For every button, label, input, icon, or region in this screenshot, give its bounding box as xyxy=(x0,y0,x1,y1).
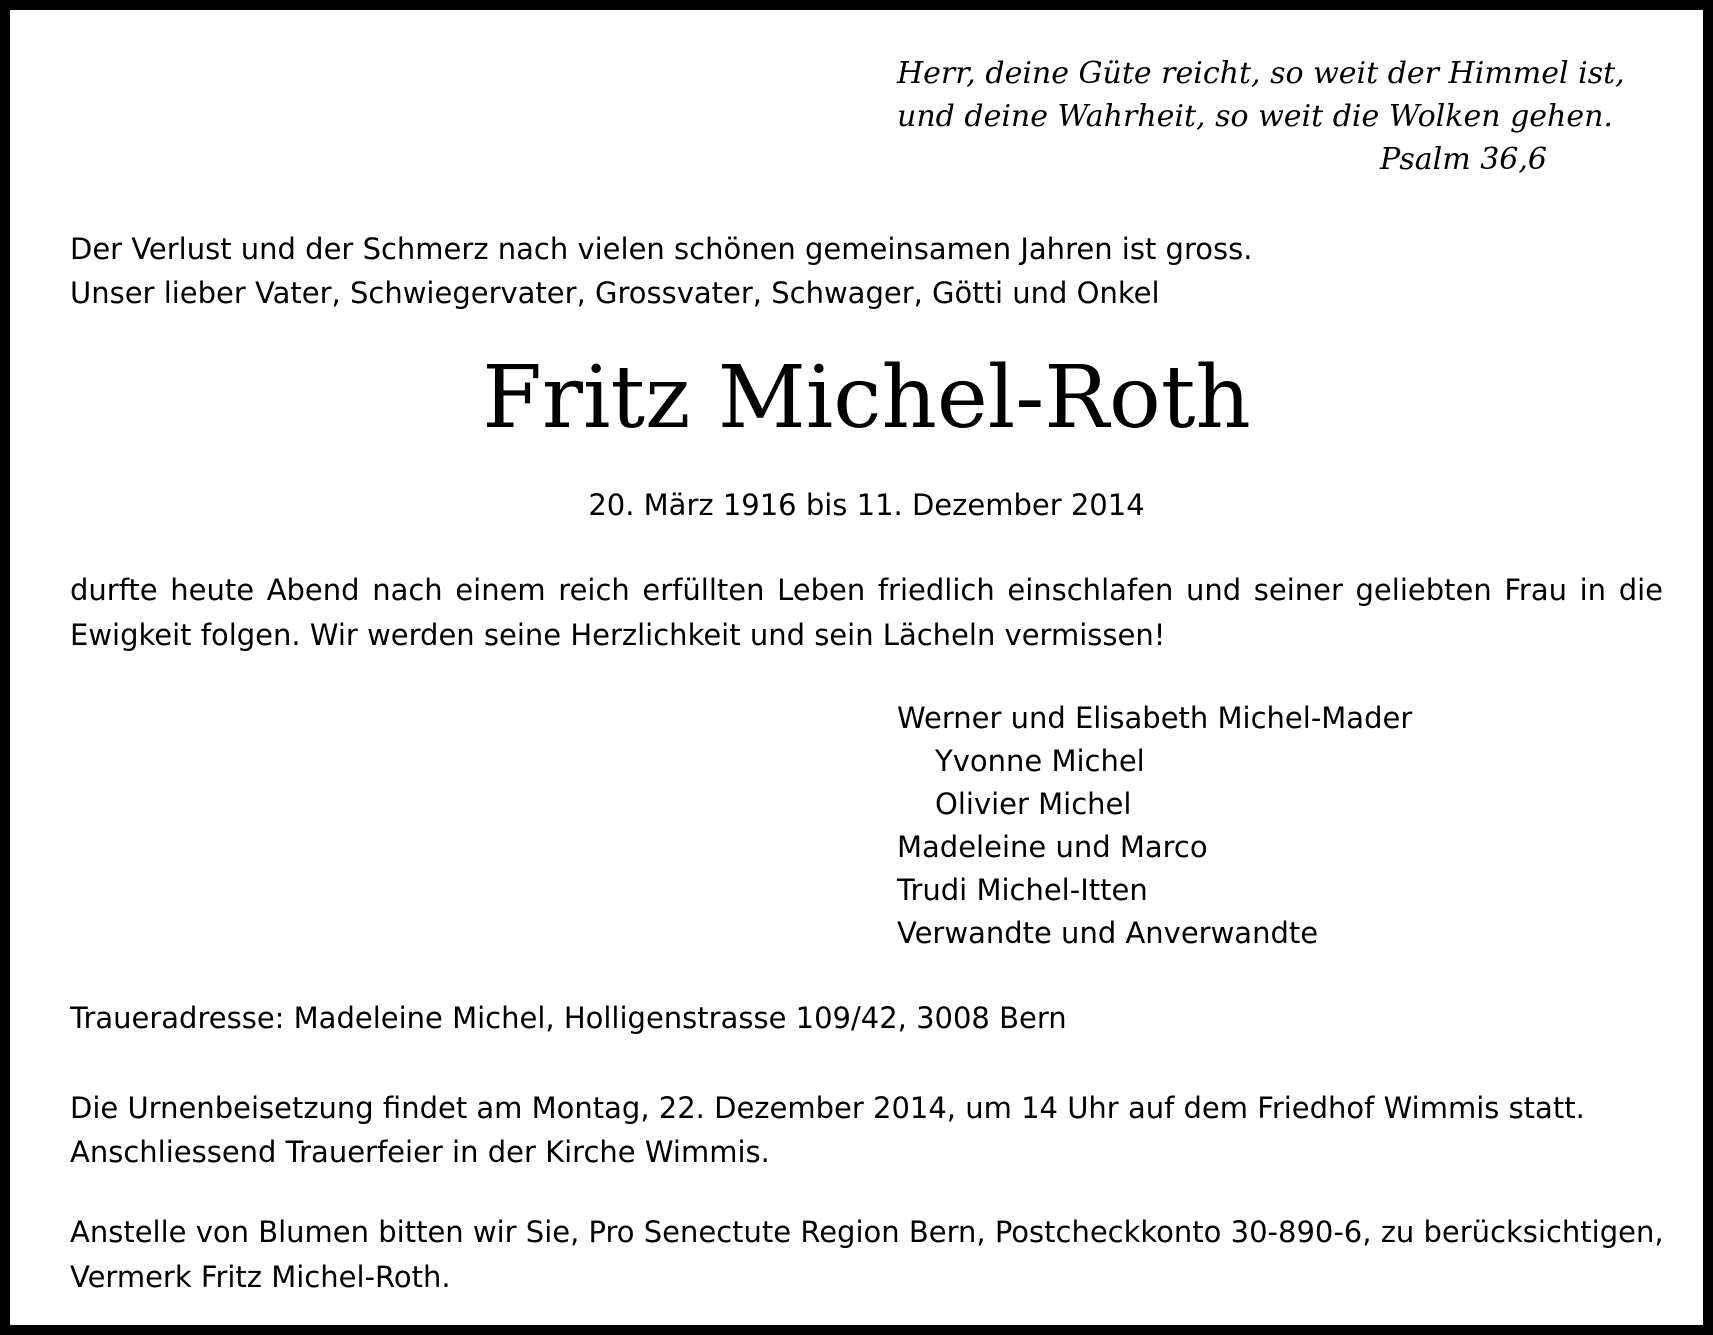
signer-name: Yvonne Michel xyxy=(935,744,1145,778)
intro-line: Unser lieber Vater, Schwiegervater, Grossvater, Schwager, Götti und Onkel xyxy=(70,276,1160,310)
body-line: durfte heute Abend nach einem reich erfüllten Leben friedlich einschlafen und seiner geliebten Frau in die xyxy=(70,573,1663,607)
signer-name: Verwandte und Anverwandte xyxy=(897,916,1319,950)
donation-line: Vermerk Fritz Michel-Roth. xyxy=(70,1260,451,1294)
deceased-name: Fritz Michel-Roth xyxy=(482,348,1251,448)
signers-list xyxy=(897,697,1412,955)
ceremony-info xyxy=(70,1086,1585,1174)
signer-name: Werner und Elisabeth Michel-Mader xyxy=(897,701,1413,735)
donation-line: Anstelle von Blumen bitten wir Sie, Pro Senectute Region Bern, Postcheckkonto 30-890-6, zu berücksichtigen, xyxy=(70,1215,1664,1249)
signer-name: Olivier Michel xyxy=(935,787,1132,821)
intro-text xyxy=(70,227,1252,315)
donation-info xyxy=(70,1210,1664,1300)
intro-line: Der Verlust und der Schmerz nach vielen schönen gemeinsamen Jahren ist gross. xyxy=(70,232,1253,266)
verse-line: Herr, deine Güte reicht, so weit der Himmel ist, xyxy=(897,56,1625,91)
ceremony-line: Die Urnenbeisetzung findet am Montag, 22. Dezember 2014, um 14 Uhr auf dem Friedhof Wimmis statt. xyxy=(70,1091,1585,1125)
verse-reference: Psalm 36,6 xyxy=(1379,142,1547,177)
verse-line: und deine Wahrheit, so weit die Wolken gehen. xyxy=(897,99,1613,134)
signer-name: Trudi Michel-Itten xyxy=(897,873,1148,907)
mourning-address: Traueradresse: Madeleine Michel, Holligenstrasse 109/42, 3008 Bern xyxy=(70,1001,1067,1035)
body-line: Ewigkeit folgen. Wir werden seine Herzlichkeit und sein Lächeln vermissen! xyxy=(70,618,1166,652)
ceremony-line: Anschliessend Trauerfeier in der Kirche Wimmis. xyxy=(70,1135,770,1169)
signer-name: Madeleine und Marco xyxy=(897,830,1208,864)
bible-verse xyxy=(897,52,1625,181)
life-dates: 20. März 1916 bis 11. Dezember 2014 xyxy=(588,488,1145,522)
body-text xyxy=(70,568,1663,658)
